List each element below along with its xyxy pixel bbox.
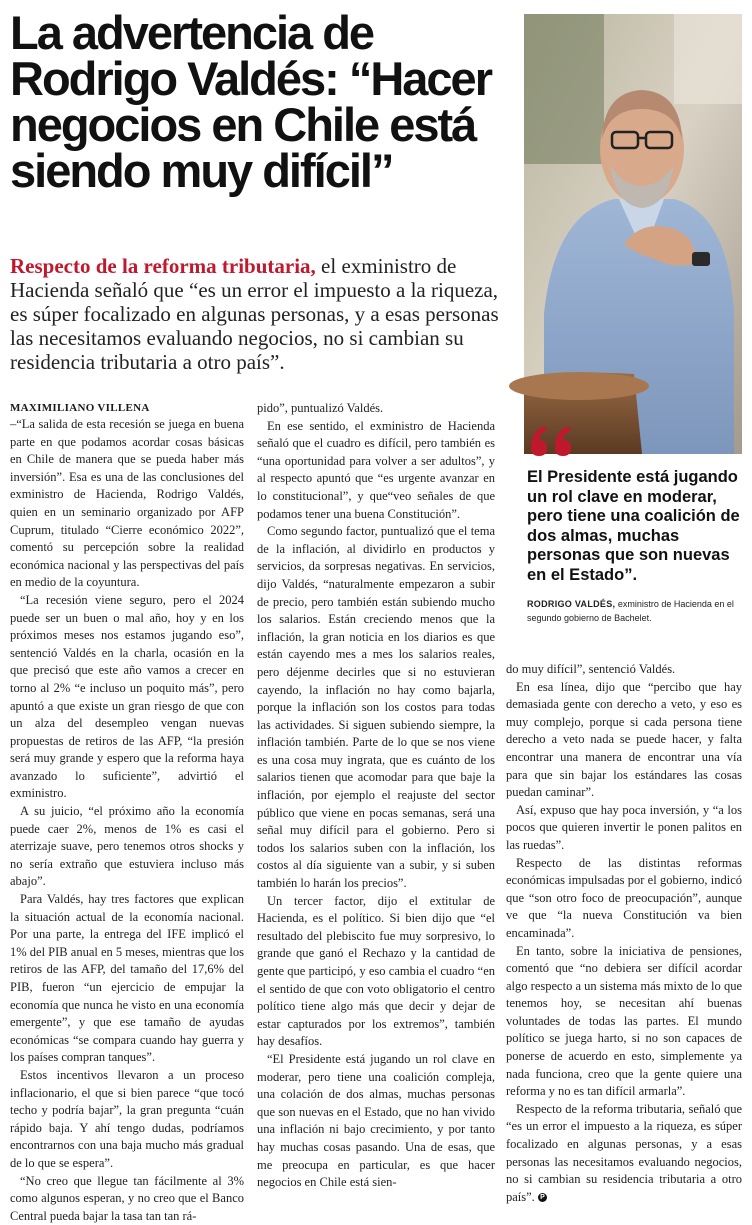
paragraph: En esa línea, dijo que “percibo que hay demasiada gente con derecho a veto, y eso es muy complejo, porque si cada persona tiene derecho a veto nada se puede hacer, y falta encontrar una manera de encontrar una vía para que sin bajar los estándares las cosas puedan caminar”.: [506, 679, 742, 800]
paragraph-text: Respecto de la reforma tributaria, señaló que “es un error el impuesto a la riqueza, es súper focalizado en algunas personas, y a esas personas las necesitamos evaluando negocios, no si cambian su residencia tributaria a otro país”.: [506, 1101, 742, 1204]
paragraph: do muy difícil”, sentenció Valdés.: [506, 662, 676, 676]
byline: MAXIMILIANO VILLENA: [10, 402, 150, 414]
paragraph: “No creo que llegue tan fácilmente al 3% como algunos esperan, y no creo que el Banco Central pueda bajar la tasa tan tan rá-: [10, 1173, 244, 1223]
deck-text: el exministro de Hacienda señaló que “es un error el impuesto a la riqueza, es súper focalizado en algunas personas, y a esas personas las necesitamos evaluando negocios, no si cambian su residencia tributaria a otro país”.: [10, 254, 499, 374]
headline: La advertencia de Rodrigo Valdés: “Hacer negocios en Chile está siendo muy difícil”: [10, 6, 491, 197]
paragraph: Respecto de las distintas reformas económicas impulsadas por el gobierno, indicó que “son otro foco de preocupación”, aunque ve que “la nueva Constitución va bien encaminada”.: [506, 855, 742, 940]
deck: [10, 254, 515, 374]
paragraph: [506, 1101, 742, 1207]
paragraph: Un tercer factor, dijo el extitular de Hacienda, es el político. Si bien dijo que “el resultado del plebiscito fue muy sorpresivo, lo grande que ganó el Rechazo y la cantidad de gente que participó, y eso cambia el cuadro “en el sentido de que con voto obligatorio el centro político tiene algo más que decir y dejar de estar capturados por los extremos”, también hay desafíos.: [257, 893, 495, 1049]
credit-role: exministro de Hacienda en el segundo gobierno de Bachelet.: [527, 599, 734, 623]
paragraph: En tanto, sobre la iniciativa de pensiones, comentó que “no debiera ser difícil acordar algo respecto a un sistema más mixto de lo que tenemos hoy, se necesitan ahí buenas voluntades de todas las partes. El mundo político se juega harto, si no son capaces de ponerse de acuerdo en esto, simplemente ya nada funciona, creo que la gente quiere una reforma y no es tan difícil armarla”.: [506, 943, 742, 1099]
pull-quote-credit: [527, 597, 742, 625]
paragraph: Así, expuso que hay poca inversión, y “a los pocos que quieren invertir le ponen palitos en las ruedas”.: [506, 802, 742, 852]
paragraph: En ese sentido, el exministro de Hacienda señaló que el cuadro es difícil, pero también es “una oportunidad para volver a ser adultos”, y al respecto apuntó que “es urgente avanzar en lo constitucional”, y que“veo señales de que podamos tener una buena Constitución”.: [257, 418, 495, 521]
paragraph: Estos incentivos llevaron a un proceso inflacionario, el que si bien parece “que tocó techo y podría bajar”, la gran pregunta “cuán rápido baja. Y ahí tengo dudas, podríamos encontrarnos con una baja mucho más gradual de lo que se espera”.: [10, 1067, 244, 1170]
paragraph: –“La salida de esta recesión se juega en buena parte en que podamos acordar cosas básicas en Chile de manera que se pueda haber más inversión”. Esa es una de las conclusiones del exministro de Hacienda, Rodrigo Valdés, quien en un seminario organizado por AFP Cuprum, titulado “Cierre económico 2022”, comentó su percepción sobre la realidad económica nacional y las perspectivas del país en medio de la coyuntura.: [10, 417, 244, 590]
end-mark-icon: P: [538, 1193, 547, 1202]
paragraph: “La recesión viene seguro, pero el 2024 puede ser un buen o mal año, hoy y en los próximos meses nos estamos jugando eso”, sentenció Valdés en la charla, ocasión en la que precisó que este año vamos a crecer en torno al 2% “e incluso un poquito más”, pero apuntó a que existe un gran riesgo de que con un alza del desempleo vengan nuevas propuestas de retiros de las AFP, “la presión será muy grande y espero que la reforma haya avanzado lo suficiente”, advirtió el exministro.: [10, 592, 244, 801]
article-column-2: [257, 400, 495, 1192]
credit-name: RODRIGO VALDÉS,: [527, 599, 616, 609]
quote-marks-icon: [527, 420, 587, 460]
article-column-1: [10, 416, 244, 1225]
paragraph: Para Valdés, hay tres factores que explican la situación actual de la economía nacional. Por una parte, la entrega del IFE implicó el 1% del PIB anual en 5 meses, mientras que los retiros de las AFP, del tamaño del 17,6% del PIB, fueron “un ejercicio de empujar la economía que nunca he visto en una economía emergente”, y que ese tamaño de ayudas económicas “se compara cuando hay guerra y los países compran tanques”.: [10, 892, 244, 1065]
paragraph: “El Presidente está jugando un rol clave en moderar, pero tiene una coalición compleja, una colación de dos almas, muchas personas que son nuevas en el Estado, que no han vivido una inflación ni bajo crecimiento, y por tanto hay muchas cosas pasando. Una de esas, que me preocupa en particular, es que hacer negocios en Chile está sien-: [257, 1051, 495, 1190]
article-column-3: [506, 661, 742, 1206]
pull-quote: El Presidente está jugando un rol clave en moderar, pero tiene una coalición de dos almas, muchas personas que son nuevas en el Estado”.: [527, 468, 740, 584]
paragraph: Como segundo factor, puntualizó que el tema de la inflación, al dividirlo en productos y servicios, da sorpresas negativas. En servicios, dijo Valdés, “naturalmente empezaron a subir de precio, pero también están subiendo mucho los salarios. Están creciendo menos que la inflación, la gran noticia en los diarios es que están cayendo mes a mes los salarios reales, pero déjenme decirles que si no estuvieran cayendo, la inflación no hay como bajarla, porque la inflación son los costos para todas las actividades. Si siguen subiendo siempre, la inflación también. Parte de lo que se nos viene es una cosa muy ingrata, que es cuánto de los salarios tienen que acomodar para que baje la inflación, por ejemplo el reajuste del sector público que viene en pocas semanas, será una señal muy difícil para el gobierno. Pero si todos los salarios suben con la inflación, los costos al día siguiente van a subir, y si suben también lo harán los precios”.: [257, 524, 495, 891]
portrait-photo: [524, 14, 742, 454]
paragraph: pido”, puntualizó Valdés.: [257, 401, 384, 415]
paragraph: A su juicio, “el próximo año la economía puede caer 2%, menos de 1% es casi el aterrizaje suave, pero tenemos otros shocks y no sería extraño que estuviera incluso más abajo”.: [10, 804, 244, 889]
deck-lead: Respecto de la reforma tributaria,: [10, 254, 316, 278]
